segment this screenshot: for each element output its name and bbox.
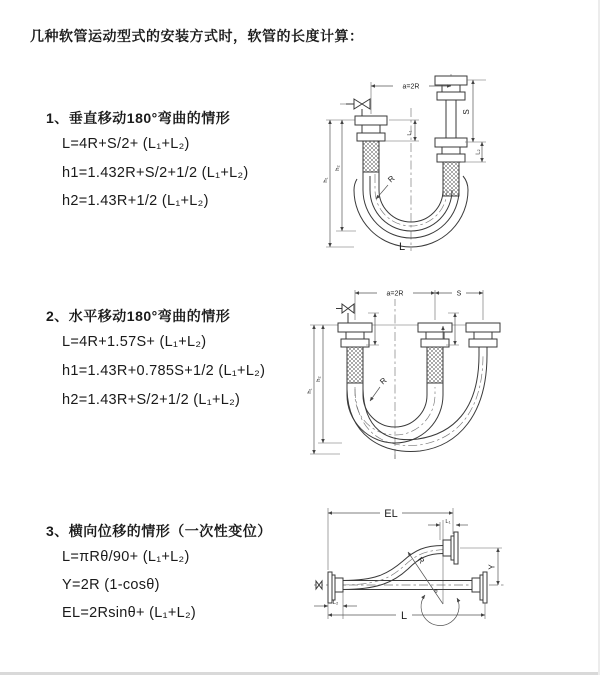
dim-label-r: R: [415, 555, 427, 566]
dim-label-l1: L₁: [407, 130, 413, 136]
section-2-formula-h1: h1=1.43R+0.785S+1/2 (L₁+L₂): [62, 363, 266, 379]
dim-label-r: R: [386, 173, 397, 185]
dim-label-l2: L₂: [475, 149, 482, 155]
left-flange: [316, 572, 343, 603]
valve-icon: [354, 99, 370, 109]
right-connector: [466, 323, 500, 355]
section-1-heading: 1、垂直移动180°弯曲的情形: [46, 110, 231, 126]
braided-section: [443, 162, 459, 196]
section-2-formula-h2: h2=1.43R+S/2+1/2 (L₁+L₂): [62, 392, 241, 408]
upper-flange-displaced: [443, 532, 458, 564]
section-2-heading: 2、水平移动180°弯曲的情形: [46, 308, 231, 324]
section-2-formula-L: L=4R+1.57S+ (L₁+L₂): [62, 334, 207, 350]
dim-label-l1: L₁: [445, 519, 451, 525]
dim-label-theta: θ: [434, 589, 438, 595]
section-1-formula-h1: h1=1.432R+S/2+1/2 (L₁+L₂): [62, 165, 249, 181]
middle-connector: [418, 323, 452, 383]
section-1-formula-L: L=4R+S/2+ (L₁+L₂): [62, 136, 190, 152]
section-3-formula-EL: EL=2Rsinθ+ (L₁+L₂): [62, 605, 197, 621]
dim-h1-h2: [323, 120, 356, 247]
dim-label-h2: h₂: [316, 376, 322, 382]
dim-label-el: EL: [384, 508, 398, 520]
section-3-heading: 3、横向位移的情形（一次性变位）: [46, 523, 272, 539]
section-3-formula-L: L=πRθ/90+ (L₁+L₂): [62, 549, 190, 565]
section-1-formula-h2: h2=1.43R+1/2 (L₁+L₂): [62, 193, 209, 209]
diagram-lateral-displacement: [300, 492, 600, 647]
dim-el: [328, 505, 453, 570]
dim-label-r: R: [378, 375, 389, 387]
dim-label-h1: h₁: [307, 388, 313, 394]
braided-section: [363, 141, 379, 172]
diagram-vertical-180-bend: [300, 68, 600, 268]
valve-icon: [342, 304, 354, 313]
dim-l1: [385, 120, 419, 141]
dim-label-y: Y: [487, 564, 497, 570]
dim-label-s: S: [456, 290, 462, 298]
page-title: 几种软管运动型式的安装方式时，软管的长度计算：: [30, 28, 364, 44]
right-connector: [435, 74, 467, 196]
hose-position-b: [347, 355, 487, 451]
s-curve-hose: [340, 546, 451, 590]
dim-h1-h2: [307, 325, 342, 454]
dim-label-l2: L₂: [332, 600, 339, 606]
centerlines: [310, 290, 496, 459]
radius-leader: [370, 376, 389, 401]
dim-a2r: [355, 287, 435, 299]
dim-label-a2r: a=2R: [386, 290, 404, 298]
angle-theta: [421, 589, 459, 626]
dim-label-l: L: [400, 610, 408, 622]
dim-label-a2r: a=2R: [402, 83, 420, 91]
dim-s: [435, 287, 483, 299]
braided-section: [347, 347, 363, 383]
dim-label-s: S: [462, 109, 471, 115]
dim-l1: [428, 519, 468, 540]
valve-icon: [316, 581, 322, 589]
dim-label-h2: h₂: [335, 165, 341, 171]
dim-label-h1: h₁: [323, 177, 329, 183]
left-connector: [346, 82, 387, 172]
section-3-formula-Y: Y=2R (1-cosθ): [62, 577, 160, 593]
left-connector: [336, 304, 372, 383]
right-flange-original: [472, 572, 487, 603]
diagram-horizontal-180-bend: [300, 283, 600, 468]
braided-section: [427, 347, 443, 383]
radius-leader: [408, 552, 443, 604]
dim-label-l: L: [398, 241, 406, 253]
